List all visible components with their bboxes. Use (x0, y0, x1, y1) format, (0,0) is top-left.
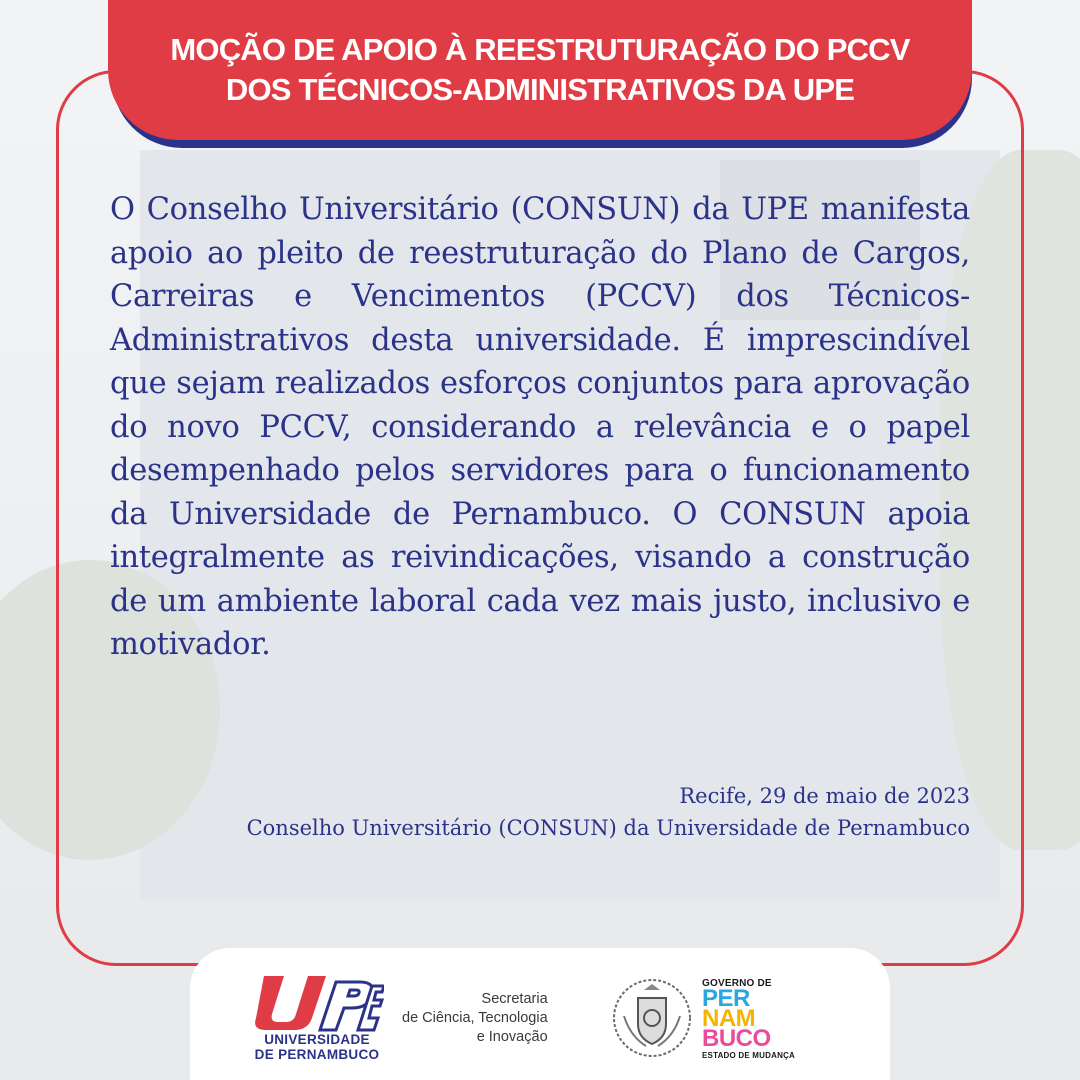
secretaria-line-1: Secretaria (481, 991, 548, 1007)
upe-logo-mark-icon (250, 974, 384, 1032)
upe-logo (250, 974, 384, 1062)
signer: Conselho Universitário (CONSUN) da Universidade de Pernambuco (246, 816, 970, 840)
signature-block (70, 780, 970, 844)
governo-nam: NAM (702, 1005, 756, 1032)
governo-bottom-text: ESTADO DE MUDANÇA (702, 1051, 796, 1060)
secretaria-line-3: e Inovação (476, 1029, 548, 1045)
page-title (170, 30, 909, 110)
secretaria-logo-text (402, 990, 548, 1047)
secretaria-line-2: de Ciência, Tecnologia (402, 1010, 548, 1026)
page-title-line-2: DOS TÉCNICOS-ADMINISTRATIVOS DA UPE (225, 72, 855, 107)
upe-logo-line-1: UNIVERSIDADE (264, 1032, 370, 1047)
footer-logos (190, 948, 890, 1080)
governo-per: PER (702, 985, 750, 1012)
governo-top-text: GOVERNO DE (702, 978, 772, 989)
place-date: Recife, 29 de maio de 2023 (679, 784, 970, 808)
motion-body-text: O Conselho Universitário (CONSUN) da UPE manifesta apoio ao pleito de reestruturação do Plano de Cargos, Carreiras e Vencimentos (PCCV) dos Técnicos-Administrativos desta universidade. É imprescindível que sejam realizados esforços conjuntos para aprovação do novo PCCV, considerando a relevância e o papel desempenhado pelos servidores para o funcionamento da Universidade de Pernambuco. O CONSUN apoia integralmente as reivindicações, visando a construção de um ambiente laboral cada vez mais justo, inclusivo e motivador. (110, 192, 970, 662)
pernambuco-coat-of-arms-icon (610, 976, 694, 1060)
upe-logo-line-2: DE PERNAMBUCO (254, 1047, 380, 1062)
page-title-line-1: MOÇÃO DE APOIO À REESTRUTURAÇÃO DO PCCV (170, 32, 910, 67)
governo-pernambuco-logo (702, 978, 822, 1060)
header-banner (108, 0, 972, 140)
governo-buco: BUCO (702, 1025, 771, 1052)
